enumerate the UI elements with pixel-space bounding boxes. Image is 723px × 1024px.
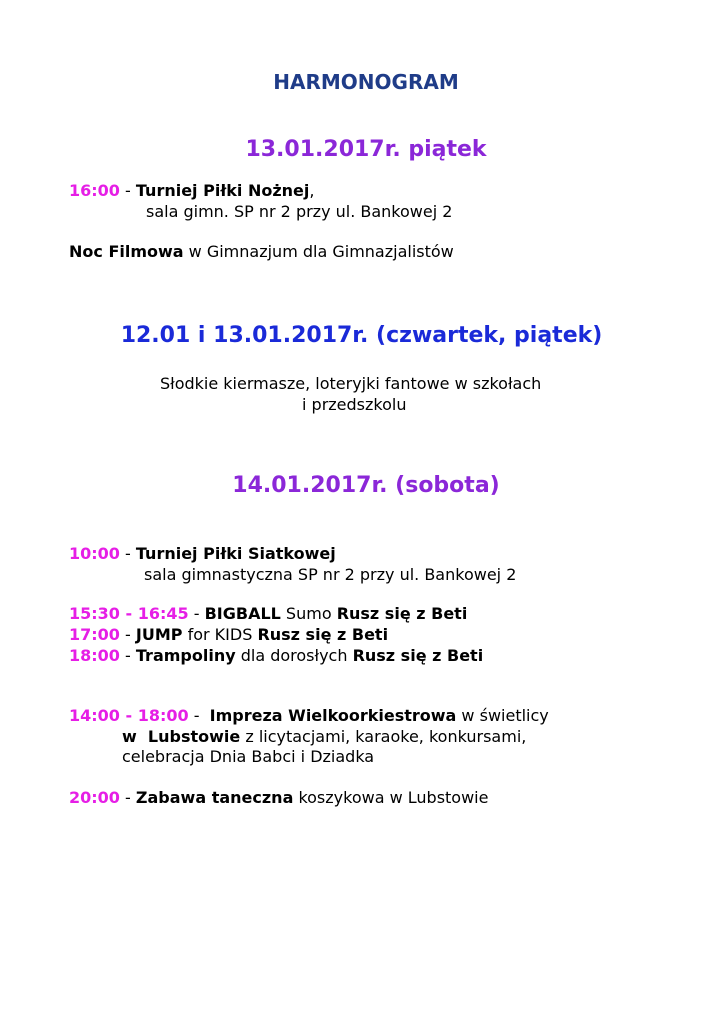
event-desc: for KIDS	[182, 625, 258, 644]
kiermasze-line-1: Słodkie kiermasze, loteryjki fantowe w szkołach	[160, 374, 542, 393]
section-heading-3: 14.01.2017r. (sobota)	[232, 473, 500, 498]
event-time: 20:00	[69, 788, 120, 807]
event-name: Turniej Piłki Nożnej	[135, 181, 310, 200]
event-time: 17:00	[69, 625, 120, 644]
event-jump	[69, 625, 388, 645]
event-time: 10:00	[69, 544, 120, 563]
event-zabawa-taneczna	[69, 788, 488, 808]
event-impreza-line-3: celebracja Dnia Babci i Dziadka	[122, 747, 375, 766]
event-name: JUMP	[135, 625, 183, 644]
separator: -	[119, 544, 136, 563]
event-time: 18:00	[69, 646, 120, 665]
event-place: sala gimn. SP nr 2 przy ul. Bankowej 2	[146, 202, 453, 221]
event-name: Trampoliny	[135, 646, 236, 665]
event-bigball	[69, 604, 467, 624]
separator: -	[119, 625, 136, 644]
event-text-bold: w	[122, 727, 148, 746]
event-time: 15:30 - 16:45	[69, 604, 189, 623]
page-title: HARMONOGRAM	[273, 70, 459, 94]
event-impreza-wosp	[69, 706, 549, 726]
event-desc: w Gimnazjum dla Gimnazjalistów	[183, 242, 454, 261]
event-turniej-pilki-noznej	[69, 181, 314, 201]
separator: -	[188, 604, 205, 623]
separator: -	[119, 181, 136, 200]
organizer: Rusz się z Beti	[352, 646, 484, 665]
event-time: 16:00	[69, 181, 120, 200]
event-impreza-line-2	[122, 727, 526, 747]
kiermasze-line-2: i przedszkolu	[302, 395, 407, 414]
event-name: Turniej Piłki Siatkowej	[135, 544, 336, 563]
event-name: Noc Filmowa	[69, 242, 184, 261]
event-location: Lubstowie	[147, 727, 241, 746]
event-desc: Sumo	[280, 604, 337, 623]
event-name: Impreza Wielkoorkiestrowa	[209, 706, 457, 725]
section-heading-2: 12.01 i 13.01.2017r. (czwartek, piątek)	[120, 323, 603, 348]
event-name: BIGBALL	[204, 604, 281, 623]
event-desc: koszykowa w Lubstowie	[293, 788, 489, 807]
event-trampoliny	[69, 646, 483, 666]
event-desc: w świetlicy	[456, 706, 549, 725]
separator: -	[188, 706, 210, 725]
section-heading-1: 13.01.2017r. piątek	[245, 137, 487, 162]
organizer: Rusz się z Beti	[336, 604, 468, 623]
event-time: 14:00 - 18:00	[69, 706, 189, 725]
event-place: sala gimnastyczna SP nr 2 przy ul. Bankowej 2	[144, 565, 517, 584]
separator: -	[119, 788, 136, 807]
event-noc-filmowa	[69, 242, 454, 262]
punctuation: ,	[309, 181, 315, 200]
event-desc: z licytacjami, karaoke, konkursami,	[240, 727, 527, 746]
event-desc: dla dorosłych	[235, 646, 353, 665]
organizer: Rusz się z Beti	[257, 625, 389, 644]
event-name: Zabawa taneczna	[135, 788, 294, 807]
event-turniej-pilki-siatkowej	[69, 544, 336, 564]
separator: -	[119, 646, 136, 665]
